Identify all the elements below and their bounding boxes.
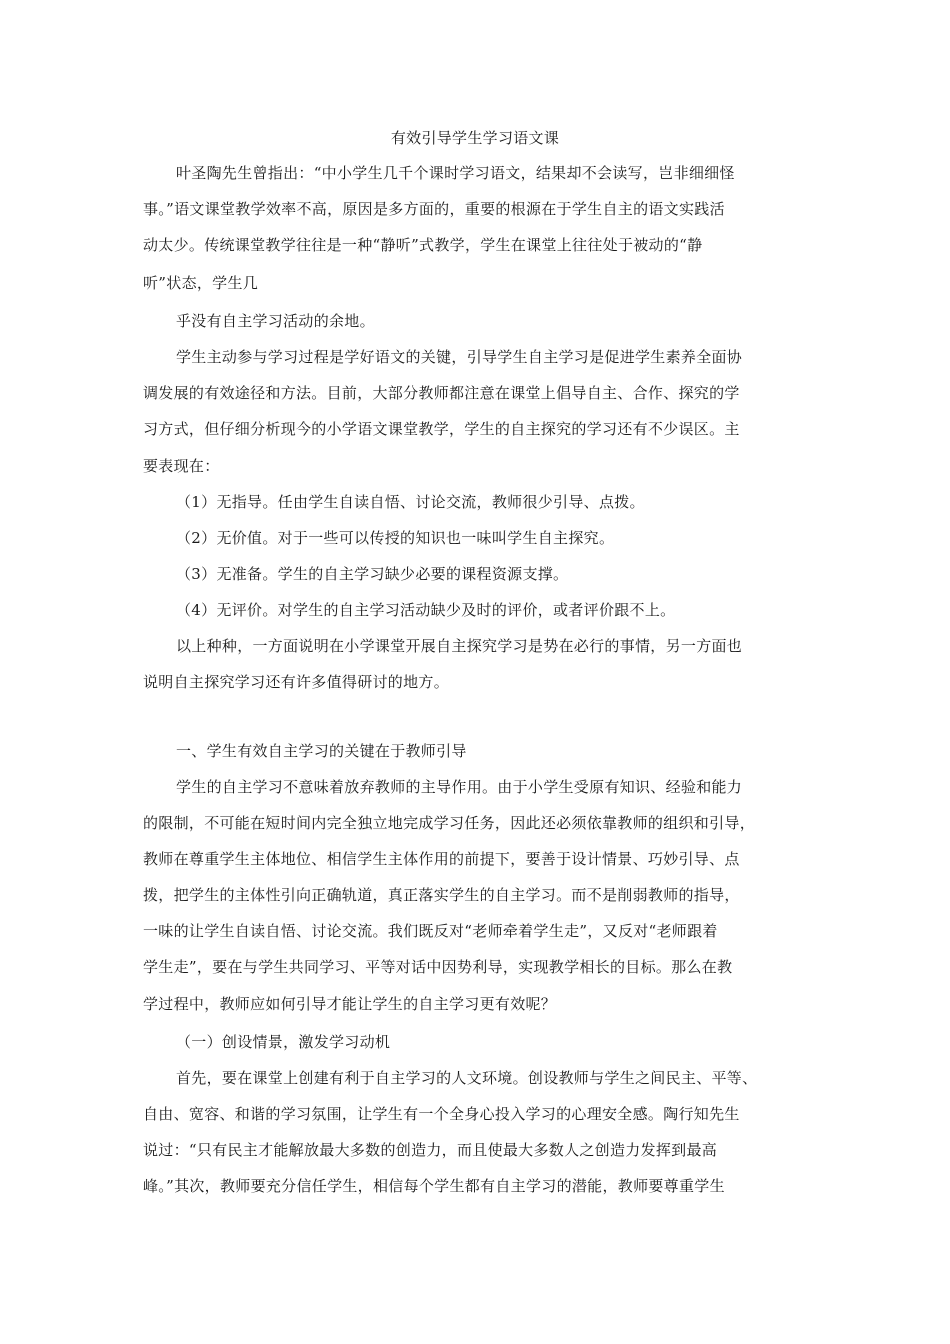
paragraph-line: 乎没有自主学习活动的余地。 [176, 312, 375, 330]
paragraph-line: 要表现在： [143, 457, 220, 475]
paragraph-line: 自由、宽容、和谐的学习氛围，让学生有一个全身心投入学习的心理安全感。陶行知先生 [143, 1105, 740, 1123]
section-heading: 一、学生有效自主学习的关键在于教师引导 [176, 742, 467, 760]
paragraph-line: 说过：“只有民主才能解放最大多数的创造力，而且使最大多数人之创造力发挥到最高 [143, 1141, 718, 1159]
paragraph-line: 动太少。传统课堂教学往往是一种“静听”式教学，学生在课堂上往往处于被动的“静 [143, 236, 703, 254]
paragraph-line: 一味的让学生自读自悟、讨论交流。我们既反对“老师牵着学生走”，又反对“老师跟着 [143, 922, 718, 940]
paragraph-line: 学生主动参与学习过程是学好语文的关键，引导学生自主学习是促进学生素养全面协 [176, 348, 743, 366]
paragraph-line: 说明自主探究学习还有许多值得研讨的地方。 [143, 673, 450, 691]
paragraph-line: 学过程中，教师应如何引导才能让学生的自主学习更有效呢？ [143, 995, 557, 1013]
list-item: （3）无准备。学生的自主学习缺少必要的课程资源支撑。 [176, 565, 569, 583]
paragraph-line: 的限制，不可能在短时间内完全独立地完成学习任务，因此还必须依靠教师的组织和引导， [143, 814, 756, 832]
subsection-heading: （一）创设情景，激发学习动机 [176, 1033, 391, 1051]
paragraph-line: 学生走”，要在与学生共同学习、平等对话中因势利导，实现教学相长的目标。那么在教 [143, 958, 733, 976]
list-item: （4）无评价。对学生的自主学习活动缺少及时的评价，或者评价跟不上。 [176, 601, 676, 619]
paragraph-line: 峰。”其次，教师要充分信任学生，相信每个学生都有自主学习的潜能，教师要尊重学生 [143, 1177, 725, 1195]
paragraph-line: 听”状态，学生几 [143, 274, 259, 292]
list-item: （2）无价值。对于一些可以传授的知识也一味叫学生自主探究。 [176, 529, 615, 547]
paragraph-line: 首先，要在课堂上创建有利于自主学习的人文环境。创设教师与学生之间民主、平等、 [176, 1069, 758, 1087]
paragraph-line: 拨，把学生的主体性引向正确轨道，真正落实学生的自主学习。而不是削弱教师的指导， [143, 886, 740, 904]
paragraph-line: 调发展的有效途径和方法。目前，大部分教师都注意在课堂上倡导自主、合作、探究的学 [143, 384, 740, 402]
document-title: 有效引导学生学习语文课 [390, 129, 560, 147]
paragraph-line: 教师在尊重学生主体地位、相信学生主体作用的前提下，要善于设计情景、巧妙引导、点 [143, 850, 740, 868]
paragraph-line: 事。”语文课堂教学效率不高，原因是多方面的，重要的根源在于学生自主的语文实践活 [143, 200, 725, 218]
paragraph-line: 叶圣陶先生曾指出：“中小学生几千个课时学习语文，结果却不会读写，岂非细细怪 [176, 164, 735, 182]
paragraph-line: 习方式，但仔细分析现今的小学语文课堂教学，学生的自主探究的学习还有不少误区。主 [143, 420, 740, 438]
list-item: （1）无指导。任由学生自读自悟、讨论交流，教师很少引导、点拨。 [176, 493, 645, 511]
paragraph-line: 学生的自主学习不意味着放弃教师的主导作用。由于小学生受原有知识、经验和能力 [176, 778, 743, 796]
paragraph-line: 以上种种，一方面说明在小学课堂开展自主探究学习是势在必行的事情，另一方面也 [176, 637, 743, 655]
